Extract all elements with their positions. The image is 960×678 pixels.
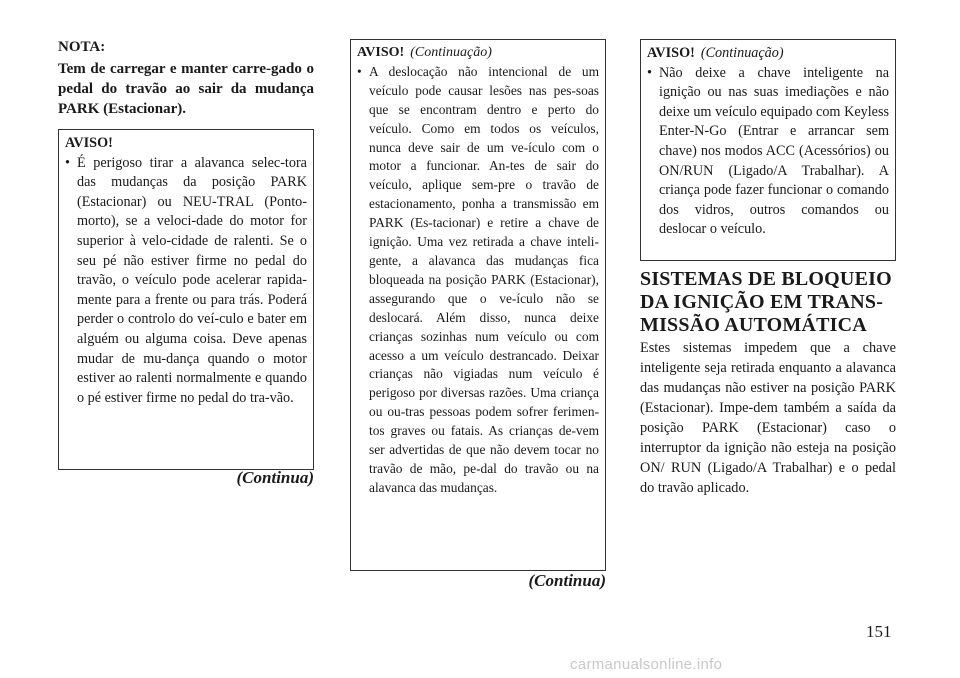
section-heading: SISTEMAS DE BLOQUEIO DA IGNIÇÃO EM TRANS-MISSÃO AUTOMÁTICA [640,268,892,336]
warning-bullet-text: Não deixe a chave inteligente na ignição ou nas suas imediações e não deixe um veículo equipado com Keyless Enter-N-Go (Entrar e arrancar sem chave) nos modos ACC (Acessórios) ou ON/RUN (Ligado/A Trabalhar). A criança pode fazer funcionar o comando dos vidros, outros comandos ou deslocar o veículo. [659,64,889,238]
warning-heading: AVISO! (Continuação) [357,45,492,60]
warning-box [58,129,314,470]
warning-box-continued [350,39,606,571]
warning-heading: AVISO! (Continuação) [647,45,784,61]
note-title: NOTA: [58,39,106,55]
bullet-icon: • [357,63,362,79]
note-text: Tem de carregar e manter carre-gado o pedal do travão ao sair da mudança PARK (Estacionar). [58,61,314,117]
warning-bullet [357,63,599,498]
continued-label: (Continua) [528,571,606,590]
page-number: 151 [866,622,892,641]
warning-heading: AVISO! [65,135,113,151]
continued-label: (Continua) [236,468,314,487]
warning-box-continued [640,39,896,261]
warning-bullet [647,64,889,240]
continuation-label: (Continuação) [410,45,492,60]
watermark: carmanualsonline.info [570,656,723,673]
bullet-icon: • [65,154,70,171]
continuation-label: (Continuação) [700,45,784,61]
bullet-icon: • [647,64,652,81]
section-paragraph: Estes sistemas impedem que a chave inteligente seja retirada enquanto a alavanca das mudanças não estiver na posição PARK (Estacionar). Impe-dem também a saída da posição PARK (Estacionar) caso o interruptor da ignição não esteja na posição ON/ RUN (Ligado/A Trabalhar) e o pedal do travão aplicado. [640,340,896,496]
warning-bullet-text: É perigoso tirar a alavanca selec-tora das mudanças da posição PARK (Estacionar) ou NEU-TRAL (Ponto-morto), se a veloci-dade do motor for superior à velo-cidade de ralenti. Se o seu pé não estiver firme no pedal do travão, o veículo pode acelerar rapida-mente para a frente ou para trás. Poderá perder o controlo do veí-culo e bater em alguém ou alguma coisa. Deve apenas mudar de mu-dança quando o motor estiver ao ralenti normalmente e quando o pé estiver firme no pedal do tra-vão. [77,154,307,406]
warning-bullet-text: A deslocação não intencional de um veículo pode causar lesões nas pes-soas que se encontram dentro e perto do veículo. Como em todos os veículos, nunca deve sair de um ve-ículo com o motor a funcionar. An-tes de sair do veículo, aplique sem-pre o travão de estacionamento, ponha a transmissão em PARK (Es-tacionar) e retire a chave de ignição. Uma vez retirada a chave inteli-gente, a alavanca das mudanças fica bloqueada na posição PARK (Estacionar), assegurando que o ve-ículo não se deslocará. Além disso, nunca deixe crianças sozinhas num veículo ou com acesso a um veículo destrancado. Deixar crianças não vigiadas num veículo é perigoso por diversas razões. Uma criança ou ou-tras pessoas podem sofrer ferimen-tos graves ou fatais. As crianças de-vem ser advertidas de que não devem tocar no travão de mão, pe-dal do travão ou na alavanca das mudanças. [369,63,599,495]
warning-bullet [65,154,307,409]
